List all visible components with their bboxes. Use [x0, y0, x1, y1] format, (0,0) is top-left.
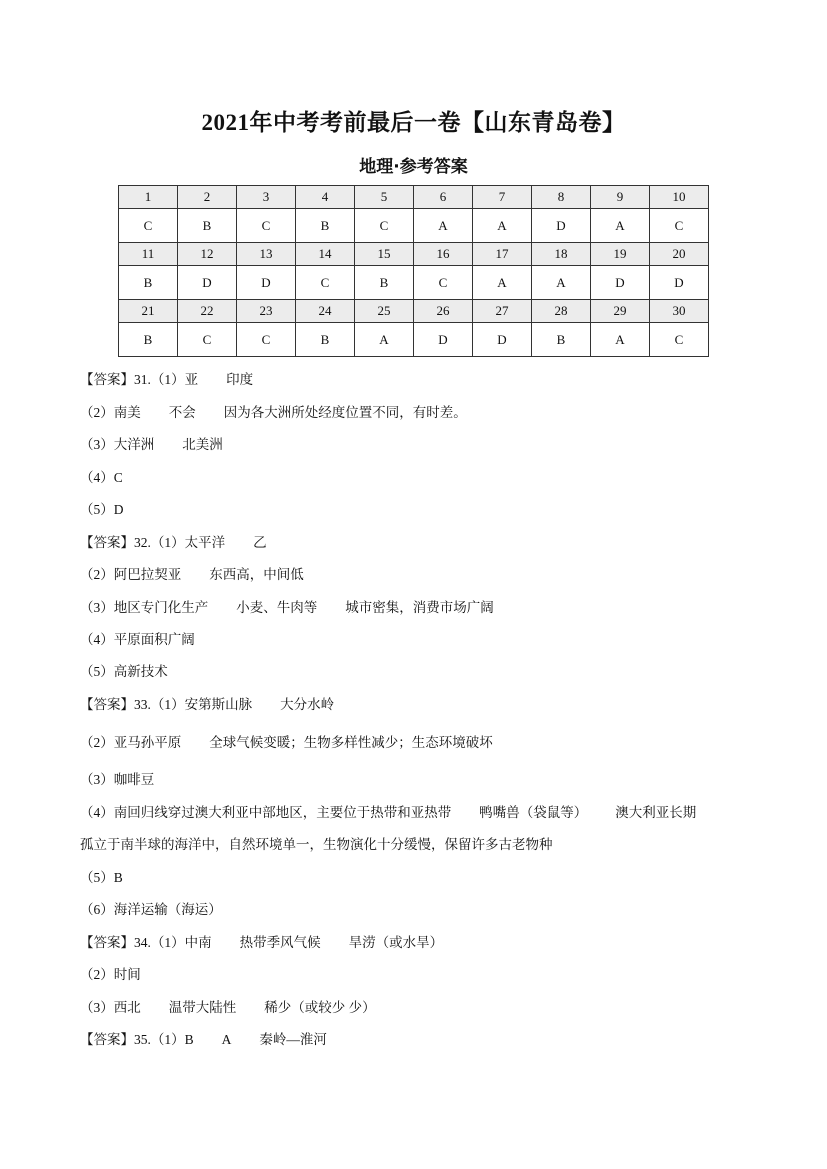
question-number-cell: 12: [178, 243, 237, 266]
question-number-cell: 23: [237, 300, 296, 323]
question-number-cell: 26: [414, 300, 473, 323]
q31-line-2: （2）南美 不会 因为各大洲所处经度位置不同，有时差。: [80, 405, 467, 420]
answer-cell: C: [178, 323, 237, 357]
q33-line-1: 【答案】33.（1）安第斯山脉 大分水岭: [80, 697, 335, 712]
question-number-cell: 13: [237, 243, 296, 266]
q31-line-1: 【答案】31.（1）亚 印度: [80, 372, 254, 387]
answer-cell: C: [355, 209, 414, 243]
answer-cell: C: [296, 266, 355, 300]
question-number-cell: 8: [532, 186, 591, 209]
question-number-row: [119, 243, 709, 266]
q34-line-3: （3）西北 温带大陆性 稀少（或较少 少）: [80, 1000, 376, 1015]
question-number-cell: 15: [355, 243, 414, 266]
answer-row: [119, 266, 709, 300]
q32-line-2: （2）阿巴拉契亚 东西高，中间低: [80, 567, 304, 582]
question-number-cell: 25: [355, 300, 414, 323]
answer-cell: A: [532, 266, 591, 300]
question-number-cell: 20: [650, 243, 709, 266]
answer-cell: C: [237, 323, 296, 357]
document-subtitle: 地理·参考答案: [359, 157, 468, 177]
question-number-cell: 18: [532, 243, 591, 266]
question-number-cell: 17: [473, 243, 532, 266]
question-number-cell: 22: [178, 300, 237, 323]
question-number-cell: 2: [178, 186, 237, 209]
question-number-cell: 10: [650, 186, 709, 209]
q34-line-1: 【答案】34.（1）中南 热带季风气候 旱涝（或水旱）: [80, 935, 444, 950]
q33-line-2: （2）亚马孙平原 全球气候变暖；生物多样性减少；生态环境破坏: [80, 735, 493, 750]
answer-cell: C: [650, 323, 709, 357]
answer-cell: C: [119, 209, 178, 243]
question-number-row: [119, 300, 709, 323]
answer-cell: D: [532, 209, 591, 243]
answer-cell: D: [591, 266, 650, 300]
answer-cell: C: [650, 209, 709, 243]
answer-cell: D: [650, 266, 709, 300]
q33-line-5: （5）B: [80, 870, 123, 885]
question-number-cell: 5: [355, 186, 414, 209]
answer-cell: B: [296, 323, 355, 357]
question-number-cell: 4: [296, 186, 355, 209]
answer-cell: D: [178, 266, 237, 300]
question-number-cell: 24: [296, 300, 355, 323]
question-number-cell: 28: [532, 300, 591, 323]
answer-row: [119, 209, 709, 243]
question-number-cell: 11: [119, 243, 178, 266]
question-number-cell: 14: [296, 243, 355, 266]
answer-cell: B: [119, 266, 178, 300]
answer-cell: B: [119, 323, 178, 357]
answer-cell: D: [414, 323, 473, 357]
question-number-cell: 3: [237, 186, 296, 209]
q32-line-4: （4）平原面积广阔: [80, 632, 195, 647]
question-number-cell: 7: [473, 186, 532, 209]
answer-cell: B: [532, 323, 591, 357]
answer-cell: B: [355, 266, 414, 300]
answer-cell: A: [473, 266, 532, 300]
q35-line-1: 【答案】35.（1）B A 秦岭—淮河: [80, 1032, 327, 1047]
document-title: 2021年中考考前最后一卷【山东青岛卷】: [201, 110, 626, 135]
question-number-row: [119, 186, 709, 209]
answer-key-table: [118, 185, 709, 357]
question-number-cell: 1: [119, 186, 178, 209]
q34-line-2: （2）时间: [80, 967, 141, 982]
question-number-cell: 6: [414, 186, 473, 209]
q33-line-3: （3）咖啡豆: [80, 772, 155, 787]
q32-line-5: （5）高新技术: [80, 664, 168, 679]
q31-line-5: （5）D: [80, 502, 124, 517]
answer-cell: B: [178, 209, 237, 243]
answer-row: [119, 323, 709, 357]
q32-line-3: （3）地区专门化生产 小麦、牛肉等 城市密集，消费市场广阔: [80, 600, 494, 615]
answer-cell: C: [237, 209, 296, 243]
q32-line-1: 【答案】32.（1）太平洋 乙: [80, 535, 267, 550]
answer-cell: A: [591, 209, 650, 243]
question-number-cell: 21: [119, 300, 178, 323]
answer-cell: A: [473, 209, 532, 243]
answer-cell: C: [414, 266, 473, 300]
question-number-cell: 16: [414, 243, 473, 266]
answer-cell: D: [237, 266, 296, 300]
answer-cell: A: [591, 323, 650, 357]
answer-cell: A: [355, 323, 414, 357]
q31-line-3: （3）大洋洲 北美洲: [80, 437, 223, 452]
question-number-cell: 19: [591, 243, 650, 266]
q33-line-4-cont: 孤立于南半球的海洋中，自然环境单一，生物演化十分缓慢，保留许多古老物种: [80, 837, 553, 852]
question-number-cell: 29: [591, 300, 650, 323]
q33-line-6: （6）海洋运输（海运）: [80, 902, 222, 917]
q31-line-4: （4）C: [80, 470, 123, 485]
question-number-cell: 30: [650, 300, 709, 323]
question-number-cell: 27: [473, 300, 532, 323]
question-number-cell: 9: [591, 186, 650, 209]
answer-cell: B: [296, 209, 355, 243]
answer-cell: A: [414, 209, 473, 243]
q33-line-4: （4）南回归线穿过澳大利亚中部地区，主要位于热带和亚热带 鸭嘴兽（袋鼠等） 澳大利亚长期: [80, 805, 697, 820]
answer-cell: D: [473, 323, 532, 357]
